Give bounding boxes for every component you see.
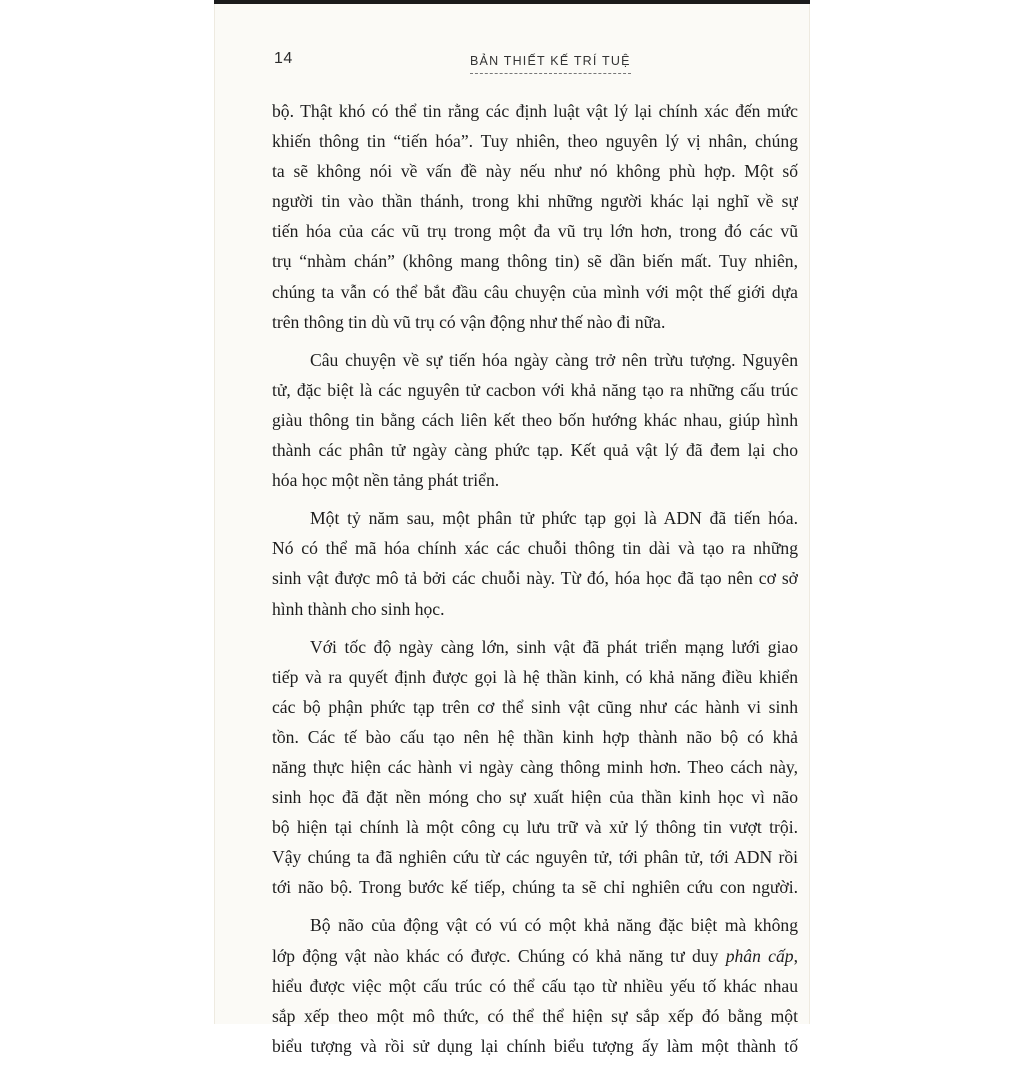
text-line: Bộ não của động vật có vú có một khả năng đặc biệt mà không xyxy=(310,915,798,936)
text-line: Một tỷ năm sau, một phân tử phức tạp gọi là ADN đã tiến hóa. xyxy=(310,508,798,529)
running-head: BẢN THIẾT KẾ TRÍ TUỆ xyxy=(470,54,631,74)
paragraph-4 xyxy=(272,632,798,903)
italic-term: phân cấp xyxy=(725,945,794,966)
text-line: các bộ phận phức tạp trên cơ thể sinh vật cũng như các hành vi sinh xyxy=(272,696,798,717)
text-line: tới não bộ. Trong bước kế tiếp, chúng ta sẽ chỉ nghiên cứu con người. xyxy=(272,877,798,898)
text-line: khiến thông tin “tiến hóa”. Tuy nhiên, theo nguyên lý vị nhân, chúng xyxy=(272,131,798,152)
text-line: trụ “nhàm chán” (không mang thông tin) sẽ dần biến mất. Tuy nhiên, xyxy=(272,251,798,272)
text-line: biểu tượng và rồi sử dụng lại chính biểu tượng ấy làm một thành tố xyxy=(272,1035,798,1056)
text-line: thành các phân tử ngày càng phức tạp. Kết quả vật lý đã đem lại cho xyxy=(272,440,798,461)
text-line: Câu chuyện về sự tiến hóa ngày càng trở nên trừu tượng. Nguyên xyxy=(310,349,798,370)
text-line: hóa học một nền tảng phát triển. xyxy=(272,470,500,491)
text-line: tiếp và ra quyết định được gọi là hệ thần kinh, có khả năng điều khiển xyxy=(272,666,798,687)
text-line: ta sẽ không nói về vấn đề này nếu như nó không phù hợp. Một số xyxy=(272,161,798,182)
text-line: hình thành cho sinh học. xyxy=(272,598,445,619)
paragraph-1 xyxy=(272,96,798,337)
text-line: chúng ta vẫn có thể bắt đầu câu chuyện của mình với một thế giới dựa xyxy=(272,281,798,302)
paragraph-5 xyxy=(272,910,798,1060)
text-line-start: lớp động vật nào khác có được. Chúng có khả năng tư duy xyxy=(272,945,726,966)
text-line: sinh vật được mô tả bởi các chuỗi này. Từ đó, hóa học đã tạo nên cơ sở xyxy=(272,568,798,589)
paragraph-2 xyxy=(272,345,798,495)
text-punctuation: , xyxy=(793,945,798,966)
text-line: Với tốc độ ngày càng lớn, sinh vật đã phát triển mạng lưới giao xyxy=(310,636,798,657)
text-line: năng thực hiện các hành vi ngày càng thông minh hơn. Theo cách này, xyxy=(272,756,798,777)
text-line: người tin vào thần thánh, trong khi những người khác lại nghĩ về sự xyxy=(272,191,798,212)
text-line: Vậy chúng ta đã nghiên cứu từ các nguyên tử, tới phân tử, tới ADN rồi xyxy=(272,847,798,868)
text-line: sắp xếp theo một mô thức, có thể thể hiện sự sắp xếp đó bằng một xyxy=(272,1005,798,1026)
text-line: giàu thông tin bằng cách liên kết theo bốn hướng khác nhau, giúp hình xyxy=(272,409,798,430)
page-number: 14 xyxy=(274,50,293,67)
paragraph-3 xyxy=(272,503,798,623)
text-line: tồn. Các tế bào cấu tạo nên hệ thần kinh hợp thành não bộ có khả xyxy=(272,726,798,747)
text-line: bộ. Thật khó có thể tin rằng các định luật vật lý lại chính xác đến mức xyxy=(272,101,798,121)
text-line xyxy=(272,941,798,971)
text-line: hiểu được việc một cấu trúc có thể cấu tạo từ nhiều yếu tố khác nhau xyxy=(272,975,798,996)
text-line: trên thông tin dù vũ trụ có vận động như thế nào đi nữa. xyxy=(272,311,666,332)
text-line: tử, đặc biệt là các nguyên tử cacbon với khả năng tạo ra những cấu trúc xyxy=(272,379,798,400)
body-text xyxy=(272,96,798,1069)
book-page xyxy=(214,4,810,1056)
text-line: sinh học đã đặt nền móng cho sự xuất hiện của thần kinh học vì não xyxy=(272,787,798,808)
text-line: Nó có thể mã hóa chính xác các chuỗi thông tin dài và tạo ra những xyxy=(272,538,798,559)
text-line: bộ hiện tại chính là một công cụ lưu trữ và xử lý thông tin vượt trội. xyxy=(272,817,798,838)
text-line: tiến hóa của các vũ trụ trong một đa vũ trụ lớn hơn, trong đó các vũ xyxy=(272,221,798,242)
